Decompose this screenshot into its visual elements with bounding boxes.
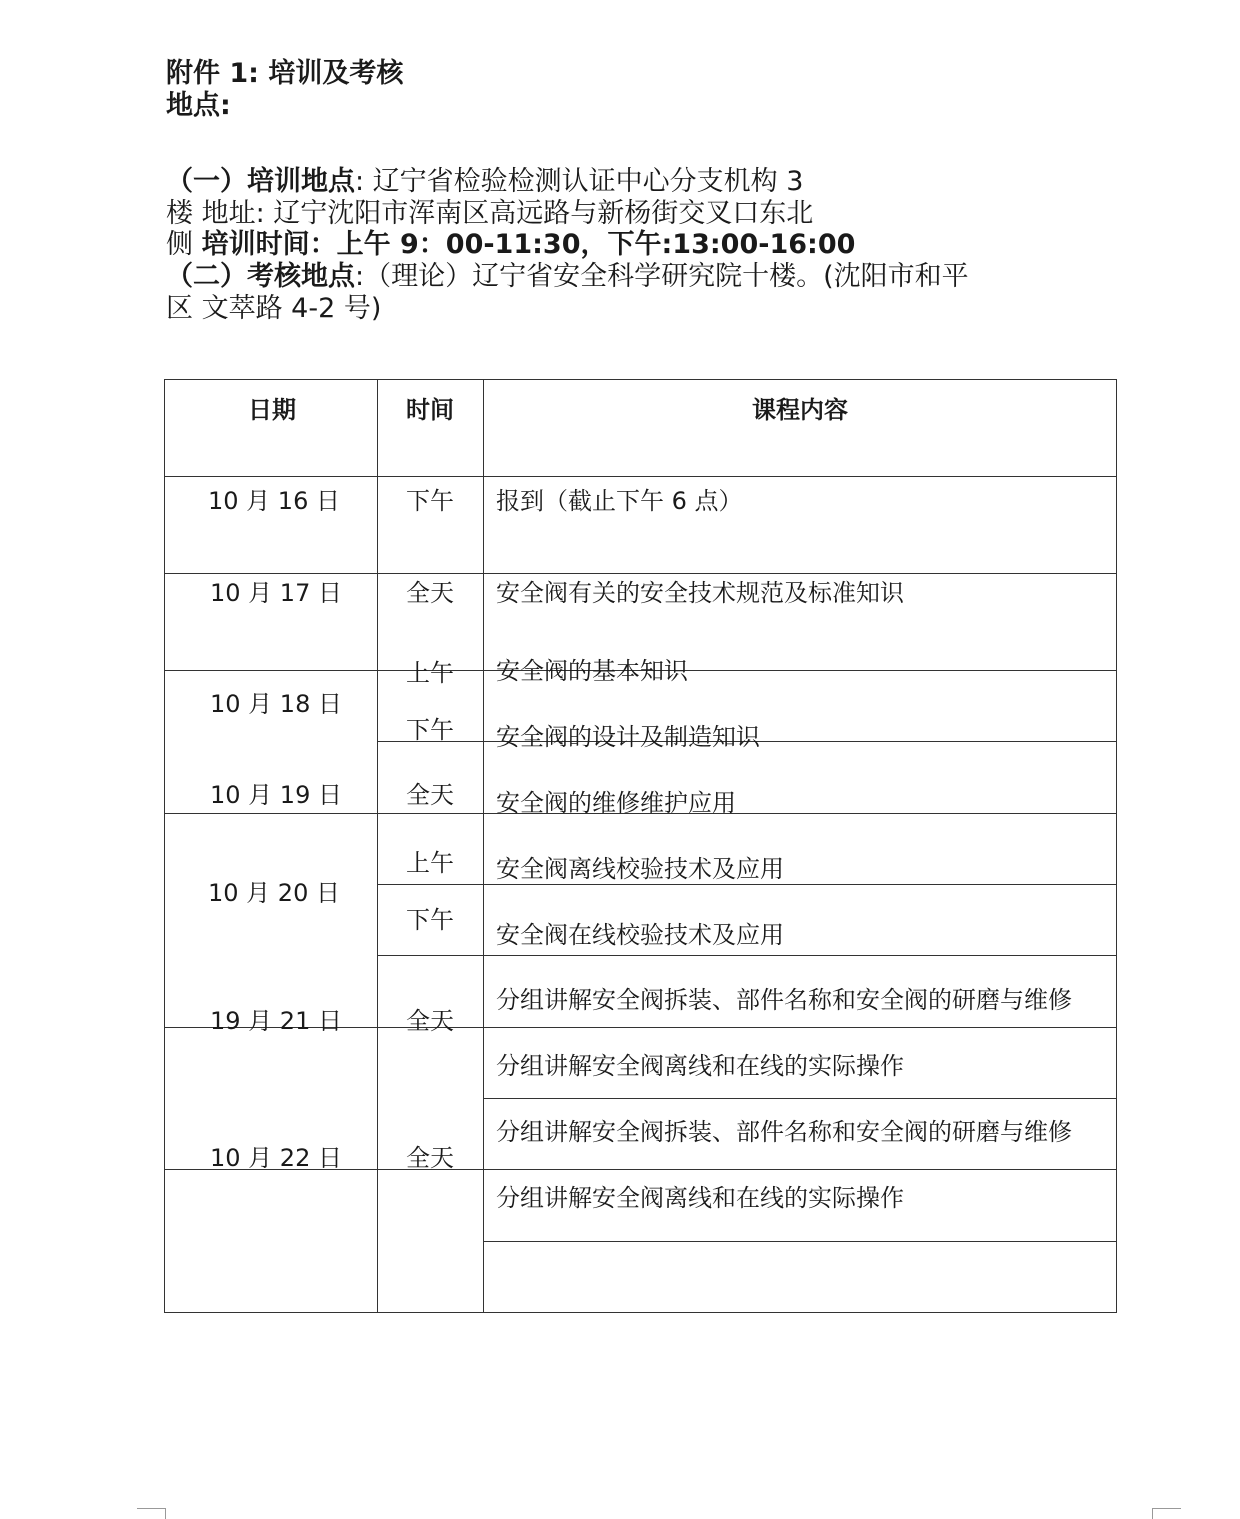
content-cell: 分组讲解安全阀离线和在线的实际操作 bbox=[496, 1184, 904, 1212]
date-cell: 10 月 20 日 bbox=[208, 879, 340, 907]
time-cell: 下午 bbox=[406, 716, 454, 744]
content-cell: 安全阀的基本知识 bbox=[496, 657, 688, 685]
exam-location-label: （二）考核地点 bbox=[166, 261, 355, 292]
table-row-divider bbox=[164, 476, 1117, 477]
time-cell: 上午 bbox=[406, 849, 454, 877]
header-content: 课程内容 bbox=[752, 396, 848, 424]
header-date: 日期 bbox=[248, 396, 296, 424]
date-cell: 10 月 19 日 bbox=[210, 781, 342, 809]
training-time-text: 培训时间：上午 9：00-11:30，下午:13:00-16:00 bbox=[201, 229, 856, 260]
content-cell: 安全阀的设计及制造知识 bbox=[496, 723, 760, 751]
document-title: 附件 1: 培训及考核地点: bbox=[166, 58, 404, 121]
table-row-divider bbox=[378, 955, 1117, 956]
time-cell: 全天 bbox=[406, 781, 454, 809]
table-row-divider bbox=[484, 1098, 1117, 1099]
content-cell: 安全阀在线校验技术及应用 bbox=[496, 921, 784, 949]
table-column-divider bbox=[483, 379, 484, 1313]
date-cell: 10 月 17 日 bbox=[210, 579, 342, 607]
table-row-divider bbox=[378, 884, 1117, 885]
time-cell: 上午 bbox=[406, 659, 454, 687]
content-cell: 安全阀离线校验技术及应用 bbox=[496, 855, 784, 883]
page-corner-mark bbox=[137, 1508, 166, 1519]
table-border bbox=[1116, 379, 1117, 1313]
training-time-prefix: 侧 bbox=[166, 229, 202, 260]
content-cell: 安全阀有关的安全技术规范及标准知识 bbox=[496, 579, 904, 607]
header-time: 时间 bbox=[406, 396, 454, 424]
content-cell: 报到（截止下午 6 点） bbox=[496, 487, 743, 515]
time-cell: 下午 bbox=[406, 906, 454, 934]
date-cell: 10 月 22 日 bbox=[210, 1144, 342, 1172]
exam-location-line bbox=[166, 261, 969, 293]
time-cell: 全天 bbox=[406, 1007, 454, 1035]
table-row-divider bbox=[164, 573, 1117, 574]
date-cell: 10 月 18 日 bbox=[210, 690, 342, 718]
training-location-text: : 辽宁省检验检测认证中心分支机构 3 bbox=[355, 166, 804, 197]
content-cell: 分组讲解安全阀拆装、部件名称和安全阀的研磨与维修 bbox=[496, 986, 1072, 1014]
exam-address-line: 区 文萃路 4-2 号) bbox=[166, 293, 382, 324]
content-cell: 安全阀的维修维护应用 bbox=[496, 789, 736, 817]
table-border bbox=[164, 379, 1117, 380]
exam-location-text: :（理论）辽宁省安全科学研究院十楼。(沈阳市和平 bbox=[355, 261, 969, 292]
table-column-divider bbox=[377, 379, 378, 1313]
content-cell: 分组讲解安全阀离线和在线的实际操作 bbox=[496, 1052, 904, 1080]
time-cell: 下午 bbox=[406, 487, 454, 515]
table-border bbox=[164, 379, 165, 1313]
page-corner-mark bbox=[1152, 1508, 1181, 1519]
date-cell: 10 月 16 日 bbox=[208, 487, 340, 515]
content-cell: 分组讲解安全阀拆装、部件名称和安全阀的研磨与维修 bbox=[496, 1118, 1072, 1146]
training-location-label: （一）培训地点 bbox=[166, 166, 355, 197]
time-cell: 全天 bbox=[406, 579, 454, 607]
table-border bbox=[164, 1312, 1117, 1313]
table-row-divider bbox=[484, 1241, 1117, 1242]
date-cell: 19 月 21 日 bbox=[210, 1007, 342, 1035]
training-location-line bbox=[166, 166, 803, 198]
time-cell: 全天 bbox=[406, 1144, 454, 1172]
training-time-line bbox=[166, 229, 855, 261]
training-address-line: 楼 地址: 辽宁沈阳市浑南区高远路与新杨街交叉口东北 bbox=[166, 198, 814, 229]
